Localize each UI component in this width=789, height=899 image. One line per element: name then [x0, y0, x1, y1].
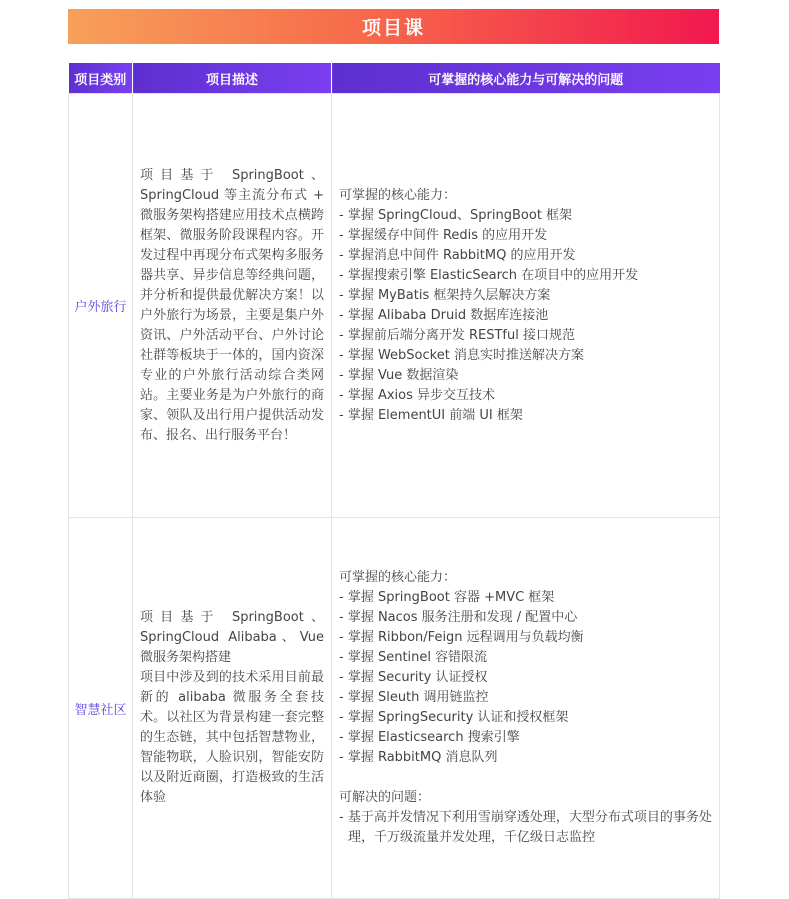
table-row — [69, 94, 720, 518]
spacer — [339, 768, 712, 788]
abilities-cell — [332, 94, 720, 518]
table-header-row — [69, 63, 720, 94]
ability-item: - 掌握 Vue 数据渲染 — [339, 367, 459, 383]
ability-item: - 掌握 Alibaba Druid 数据库连接池 — [339, 307, 549, 323]
ability-item: - 掌握前后端分离开发 RESTful 接口规范 — [339, 327, 575, 343]
ability-item: - 掌握 ElementUI 前端 UI 框架 — [339, 407, 523, 423]
abilities-cell — [332, 518, 720, 899]
abilities-title: 可掌握的核心能力： — [339, 187, 457, 203]
description-cell — [133, 94, 332, 518]
ability-item: - 掌握 MyBatis 框架持久层解决方案 — [339, 287, 551, 303]
ability-item: - 掌握 Sentinel 容错限流 — [339, 650, 488, 665]
ability-item: - 掌握缓存中间件 Redis 的应用开发 — [339, 227, 548, 243]
banner — [68, 9, 719, 44]
ability-item: - 掌握 SpringBoot 容器 +MVC 框架 — [339, 590, 555, 605]
ability-item: - 掌握搜索引擎 ElasticSearch 在项目中的应用开发 — [339, 267, 639, 283]
category-cell: 智慧社区 — [69, 518, 133, 899]
abilities-title: 可掌握的核心能力： — [339, 570, 457, 585]
ability-item: - 掌握 WebSocket 消息实时推送解决方案 — [339, 347, 584, 363]
ability-item: - 掌握消息中间件 RabbitMQ 的应用开发 — [339, 247, 576, 263]
ability-item: - 掌握 Elasticsearch 搜索引擎 — [339, 730, 520, 745]
ability-item: - 掌握 Nacos 服务注册和发现 / 配置中心 — [339, 610, 578, 625]
problems-title: 可解决的问题： — [339, 790, 431, 805]
course-table — [68, 63, 720, 899]
header-description: 项目描述 — [133, 63, 332, 94]
ability-item: - 掌握 SpringCloud、SpringBoot 框架 — [339, 207, 573, 223]
header-abilities: 可掌握的核心能力与可解决的问题 — [332, 63, 720, 94]
description-text: 项目基于 SpringBoot、SpringCloud 等主流分布式 + 微服务架构搭建应用技术点横跨框架、微服务阶段课程内容。开发过程中再现分布式架构多服务器共享、异步信息等经典问题，并分析和提供最优解决方案！以户外旅行为场景，主要是集户外资讯、户外活动平台、户外讨论社群等板块于一体的，国内资深专业的户外旅行活动综合类网站。主要业务是为户外旅行的商家、领队及出行用户提供活动发布、报名、出行服务平台！ — [140, 167, 324, 443]
description-text: 项目中涉及到的技术采用目前最新的 alibaba 微服务全套技术。以社区为背景构建一套完整的生态链，其中包括智慧物业，智能物联，人脸识别，智能安防以及附近商圈，打造极致的生活体验 — [140, 670, 324, 805]
problem-item: - 基于高并发情况下利用雪崩穿透处理，大型分布式项目的事务处理，千万级流量并发处理，千亿级日志监控 — [339, 810, 712, 845]
ability-item: - 掌握 Axios 异步交互技术 — [339, 387, 496, 403]
ability-item: - 掌握 SpringSecurity 认证和授权框架 — [339, 710, 569, 725]
ability-item: - 掌握 RabbitMQ 消息队列 — [339, 750, 498, 765]
header-category: 项目类别 — [69, 63, 133, 94]
category-cell: 户外旅行 — [69, 94, 133, 518]
table-row — [69, 518, 720, 899]
description-cell — [133, 518, 332, 899]
description-text: 项目基于 SpringBoot、SpringCloud Alibaba、Vue 微服务架构搭建 — [140, 610, 324, 665]
banner-title: 项目课 — [361, 17, 425, 39]
ability-item: - 掌握 Ribbon/Feign 远程调用与负载均衡 — [339, 630, 584, 645]
ability-item: - 掌握 Security 认证授权 — [339, 670, 488, 685]
ability-item: - 掌握 Sleuth 调用链监控 — [339, 690, 489, 705]
